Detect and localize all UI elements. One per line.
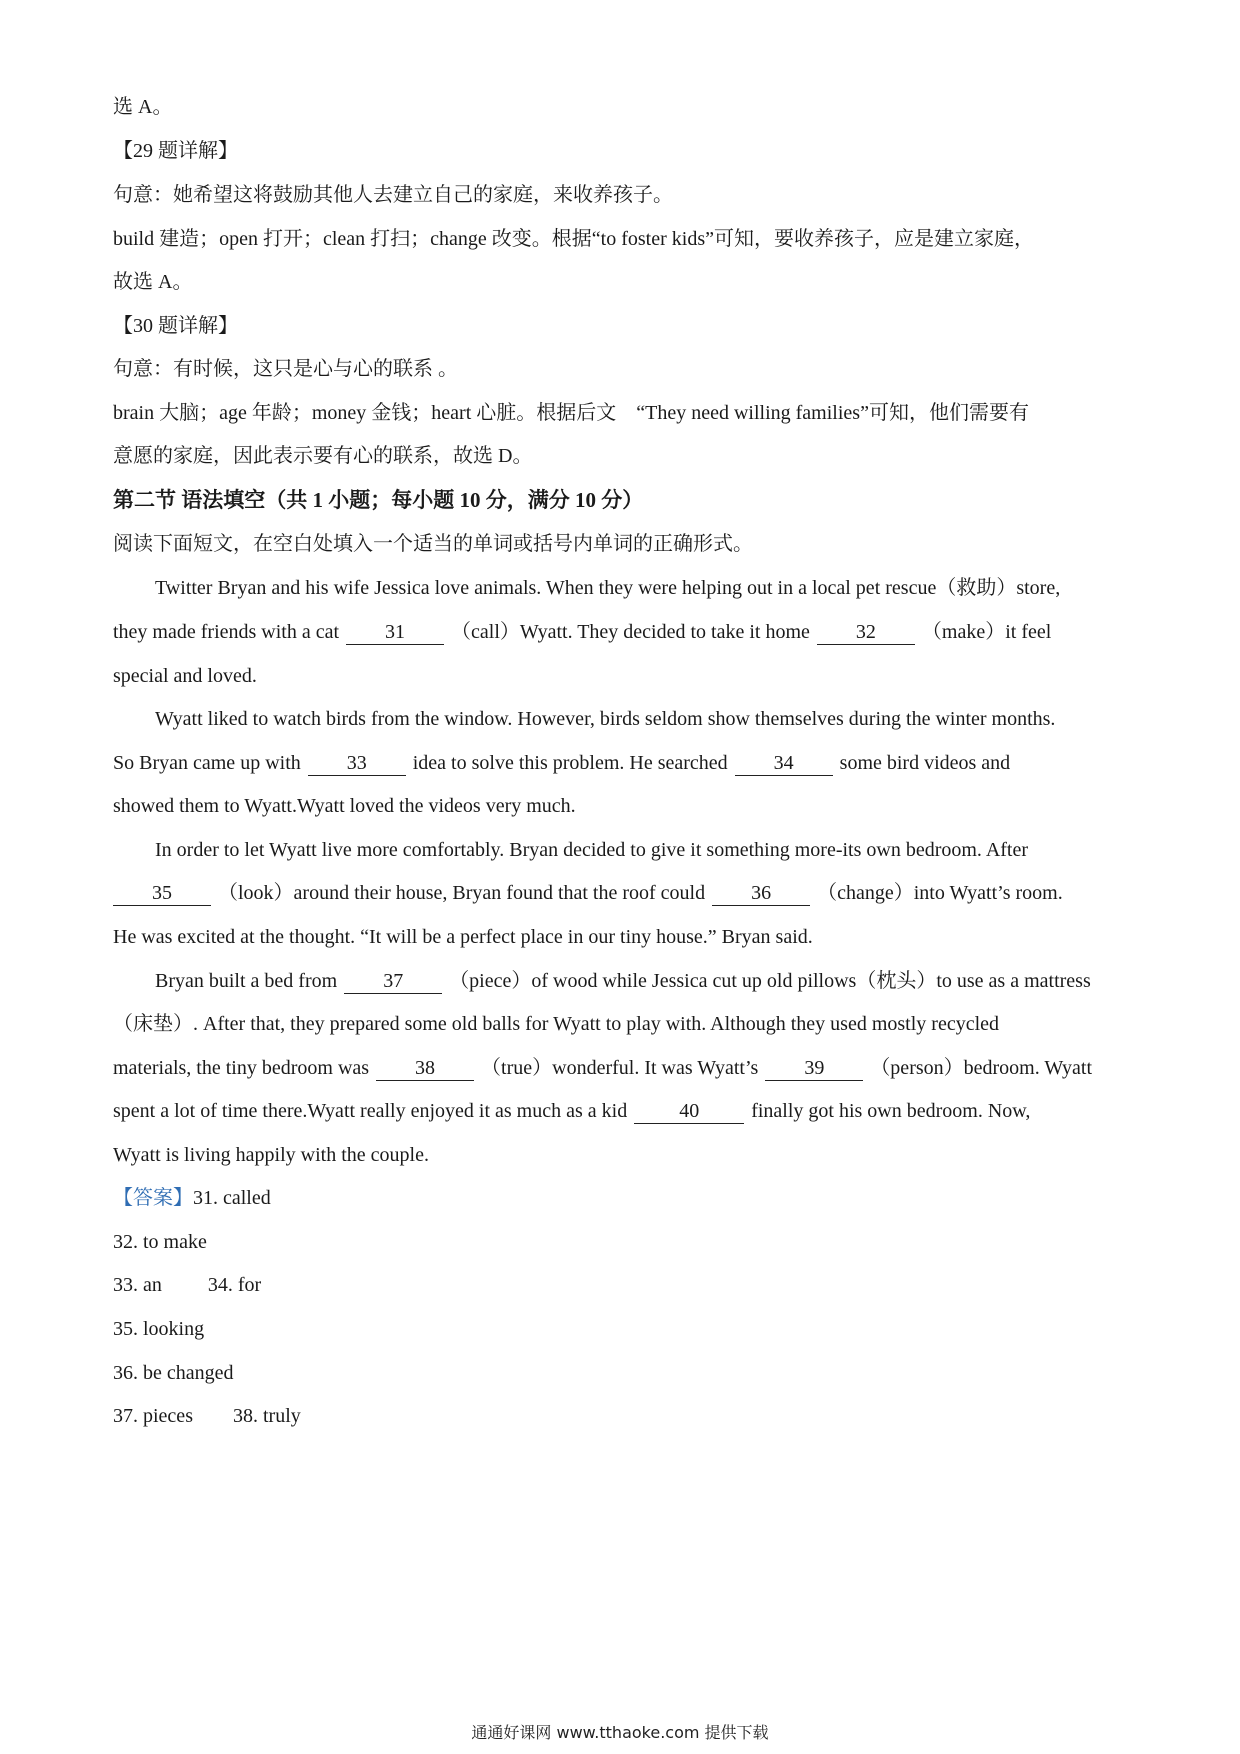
passage-text: some bird videos and (839, 752, 1011, 774)
answer-37: 37. pieces (113, 1405, 193, 1427)
blank-39: 39 (765, 1056, 863, 1081)
passage-text: （make）it feel (921, 621, 1052, 643)
passage-text: idea to solve this problem. He searched (412, 752, 728, 774)
answer-35: 35. looking (113, 1318, 205, 1340)
prev-answer-end: 选 A。 (113, 96, 173, 118)
passage-text: materials, the tiny bedroom was (113, 1057, 370, 1079)
passage-p3-line3: He was excited at the thought. “It will be a perfect place in our tiny house.” Bryan said. (113, 926, 813, 948)
q29-analysis-line1: build 建造；open 打开；clean 打扫；change 改变。根据“to foster kids”可知，要收养孩子，应是建立家庭， (113, 228, 1034, 250)
passage-p4-line2: （床垫）. After that, they prepared some old balls for Wyatt to play with. Although they used mostly recycled (113, 1013, 1000, 1035)
passage-p1-line2 (113, 617, 1133, 647)
blank-40: 40 (634, 1099, 744, 1124)
passage-text: （change）into Wyatt’s room. (817, 882, 1063, 904)
answer-line-31 (113, 1183, 1133, 1213)
passage-p4-line3 (113, 1053, 1133, 1083)
answer-line-33-34 (113, 1270, 1133, 1300)
passage-p2-line2 (113, 748, 1133, 778)
blank-32: 32 (817, 620, 915, 645)
passage-text: Bryan built a bed from (155, 970, 338, 992)
passage-text: （call）Wyatt. They decided to take it home (451, 621, 810, 643)
blank-31: 31 (346, 620, 444, 645)
q30-meaning: 句意：有时候，这只是心与心的联系 。 (113, 358, 458, 380)
page-footer: 通通好课网 www.tthaoke.com 提供下载 (471, 1723, 769, 1742)
section-instruction: 阅读下面短文，在空白处填入一个适当的单词或括号内单词的正确形式。 (113, 533, 753, 555)
q29-header: 【29 题详解】 (113, 140, 238, 162)
blank-38: 38 (376, 1056, 474, 1081)
passage-p4-line1 (155, 966, 1175, 996)
answer-33: 33. an (113, 1274, 162, 1296)
passage-text: they made friends with a cat (113, 621, 340, 643)
q30-header: 【30 题详解】 (113, 315, 238, 337)
q30-analysis-line1: brain 大脑；age 年龄；money 金钱；heart 心脏。根据后文 “They need willing families”可知，他们需要有 (113, 402, 1029, 424)
passage-p4-line5: Wyatt is living happily with the couple. (113, 1144, 429, 1166)
passage-text: So Bryan came up with (113, 752, 301, 774)
section-title: 第二节 语法填空（共 1 小题；每小题 10 分，满分 10 分） (113, 488, 644, 512)
passage-text: （person）bedroom. Wyatt (870, 1057, 1093, 1079)
passage-text: （look）around their house, Bryan found that the roof could (218, 882, 706, 904)
blank-35: 35 (113, 881, 211, 906)
answer-32: 32. to make (113, 1231, 207, 1253)
answer-38: 38. truly (232, 1405, 301, 1427)
blank-37: 37 (344, 969, 442, 994)
passage-p1-line3: special and loved. (113, 665, 257, 687)
passage-text: finally got his own bedroom. Now, (751, 1100, 1031, 1122)
passage-p3-line2 (113, 878, 1133, 908)
answer-36: 36. be changed (113, 1362, 234, 1384)
passage-p1-line1: Twitter Bryan and his wife Jessica love animals. When they were helping out in a local pet rescue（救助）store, (155, 577, 1061, 599)
answer-tag: 【答案】 (113, 1187, 193, 1209)
passage-p2-line3: showed them to Wyatt.Wyatt loved the videos very much. (113, 795, 576, 817)
passage-text: （piece）of wood while Jessica cut up old pillows（枕头）to use as a mattress (449, 970, 1091, 992)
answer-line-37-38 (113, 1401, 1133, 1431)
blank-33: 33 (308, 751, 406, 776)
q29-meaning: 句意：她希望这将鼓励其他人去建立自己的家庭，来收养孩子。 (113, 184, 673, 206)
answer-31: 31. called (193, 1187, 271, 1209)
q30-analysis-line2: 意愿的家庭，因此表示要有心的联系，故选 D。 (113, 445, 533, 467)
passage-text: spent a lot of time there.Wyatt really enjoyed it as much as a kid (113, 1100, 628, 1122)
blank-34: 34 (735, 751, 833, 776)
blank-36: 36 (712, 881, 810, 906)
passage-text: （true）wonderful. It was Wyatt’s (481, 1057, 759, 1079)
passage-p4-line4 (113, 1096, 1133, 1126)
q29-analysis-line2: 故选 A。 (113, 271, 193, 293)
answer-34: 34. for (207, 1274, 262, 1296)
passage-p2-line1: Wyatt liked to watch birds from the window. However, birds seldom show themselves during the winter months. (155, 708, 1056, 730)
passage-p3-line1: In order to let Wyatt live more comfortably. Bryan decided to give it something more-its own bedroom. After (155, 839, 1029, 861)
